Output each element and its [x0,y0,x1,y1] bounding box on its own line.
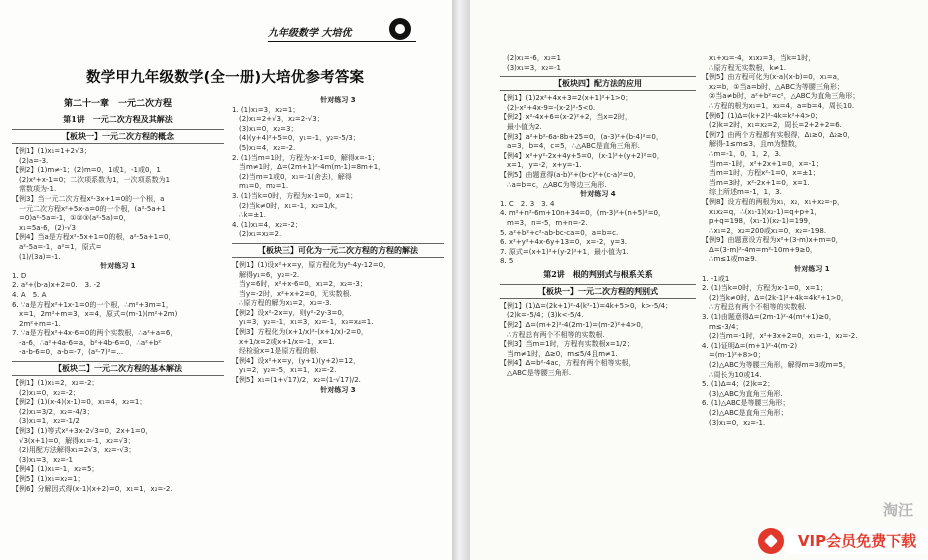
answer-lines [702,54,922,265]
answer-line: 【例7】由两个方程都有实根得，Δ₁≥0，Δ₂≥0， [702,130,855,139]
answer-lines [232,261,444,386]
left-column-1 [12,96,224,558]
answer-line: 6. ∵a是方程x²+1x-1=0的一个根，∴m²+3m=1， [12,300,173,309]
answer-line: 【例9】由题意设方程为x²+(3-m)x+m=0， [702,236,843,245]
answer-line: p+q=198，(x₁-1)(x₂-1)=199， [702,217,815,226]
answer-line: 最小值为2. [500,122,542,131]
practice-heading: 针对练习 4 [580,190,616,199]
answer-line: √3(x+1)=0，解得x₁=-1，x₂=√3； [12,436,135,445]
answer-line: 【例4】当a是方程x²-5x+1=0的根，a²-5a+1=0， [12,233,176,242]
answer-line: 【例3】a²+b²-6a-8b+25=0，(a-3)²+(b-4)²=0， [500,132,663,141]
answer-lines [12,379,224,494]
answer-line: 6. x²+y²+4x-6y+13=0，x=-2，y=3. [500,238,628,247]
answer-line: m₁=0，m₂=1. [232,182,289,191]
answer-line: 【例2】x²-4x+6=(x-2)²+2，当x=2时， [500,113,632,122]
answer-line: ∴原方程无实数根，k≠1. [702,63,787,72]
answer-line: 解得-1≤m≤3，且m为整数， [702,140,802,149]
answer-line: △ABC是等腰三角形. [500,369,571,378]
answer-line: 2m²+m=-1. [12,319,61,328]
answer-line: (2)当m=1或0，x₁=-1(舍去)，解得 [232,172,352,181]
answer-line: (2)当k≠0时，x₁=-1，x₂=1/k， [232,201,342,210]
answer-line: 【例6】分解因式得(x-1)(x+2)=0，x₁=1，x₂=-2. [12,484,173,493]
answer-lines [500,200,696,267]
answer-line: 【例1】(1)设x²+x=y，原方程化为y²-4y-12=0， [232,260,391,269]
answer-line: 7. 原式=(x+1)²+(y-2)²+1，最小值为1. [500,247,629,256]
answer-line: ∴a=b=c，△ABC为等边三角形. [500,180,607,189]
answer-line: 2. (1)当k=0时，方程为x-1=0，x=1； [702,284,828,293]
answer-line: 解得y₁=6，y₂=-2. [232,270,300,279]
answer-line: ∴周长为10或14. [702,370,762,379]
answer-line: 4. A 5. A [12,290,47,299]
answer-line: 1. (1)x₁=3，x₂=1； [232,105,300,114]
answer-line: 1. C 2. 3 3. 4 [500,199,555,208]
answer-line: (2)△ABC为等腰三角形，解得m=3或m=5， [702,361,850,369]
answer-line: x₂=b，①当a=b时，△ABC为等腰三角形； [702,82,844,91]
header-logo-icon [389,18,411,40]
left-column-2 [232,96,444,558]
answer-line: 【例2】(1)(x-4)(x-1)=0，x₁=4，x₂=1； [12,398,147,407]
answer-line: 6. (1)△ABC是等腰三角形； [702,399,790,408]
answer-line: 当m=3时，x²-2x+1=0，x=1. [702,178,810,187]
answer-line: 【例1】(1)x₁=1+2√3； [12,147,91,155]
answer-line: 【例1】(1)x₁=2，x₂=-2； [12,379,99,388]
practice-heading: 针对练习 3 [320,96,356,104]
answer-line: (2)x₁=2+√3，x₂=2-√3； [232,115,324,124]
answer-line: (2)x₁=x₂=2. [232,230,282,239]
answer-line: 当m≠1时，Δ≥0，m≤5/4且m≠1. [500,349,618,358]
answer-line: ∴原方程的解为x₁=2，x₂=-3. [232,299,332,308]
answer-line: 【例2】设x²-2x=y，则y²-2y-3=0， [232,308,349,317]
answer-line: 3. (1)由题意得Δ=(2m-1)²-4(m²+1)≥0， [702,313,836,322]
answer-line: 【例2】(1)m≠-1；(2)m=0，1或1，-1或0，1 [12,166,161,175]
answer-line: a²-5a=-1，a²=1，原式= [12,242,102,251]
answer-line: 【例5】x₁=(1+√17)/2，x₂=(1-√17)/2. [232,376,361,385]
answer-line: ∴m=-1，0，1，2，3. [702,149,782,158]
answer-line: x₁=5a-6，(2)-√3 [12,223,76,232]
answer-line: (1)/(3a)=-1. [12,252,61,261]
answer-line: (3)x₁=3，x₂=-1 [500,63,561,72]
answer-line: ∴方程的根为x₁=1，x₂=4，a=b=4，周长10. [702,101,855,110]
answer-line: 4. m²+n²-6m+10n+34=0，(m-3)²+(n+5)²=0， [500,209,666,218]
book-gutter [452,0,470,560]
practice-heading: 针对练习 1 [100,262,136,271]
answer-line: 【例2】Δ=(m+2)²-4(2m-1)=(m-2)²+4>0， [500,321,648,330]
answer-line: 综上所述m=-1，1，3. [702,188,782,197]
block-heading: 【板块一】一元二次方程的判别式 [500,284,696,299]
lecture-heading: 第1讲 一元二次方程及其解法 [63,114,173,124]
answer-line: 当m≠1时，Δ=(2m+1)²-4m(m-1)=8m+1， [232,163,386,172]
lecture-heading: 第2讲 根的判别式与根系关系 [543,268,653,279]
answer-line: (4)(y+4)²+5=0，y₁=-1，y₂=-5/3； [232,134,360,143]
answer-line: 3. (1)当k=0时，方程为x-1=0，x=1； [232,191,358,200]
answer-line: 【例5】由方程可化为(x-a)(x-b)=0，x₁=a， [702,73,844,82]
answer-line: 4. (1)x₁=4，x₂=-2； [232,220,302,229]
block-heading: 【板块四】配方法的应用 [500,76,696,91]
answer-line: -a-b-6=0，a-b=-7，(a²-7)²=... [12,348,124,357]
answer-line: Δ=(3-m)²-4m=m²-10m+9≥0， [702,245,817,254]
answer-line: 当y=-2时，x²+x+2=0，无实数根. [232,289,352,298]
answer-line: 【例3】当一元二次方程x²-3x+1=0的一个根，a [12,194,165,203]
answer-line: (2)k=-5/4；(3)k<-5/4. [500,311,584,320]
answer-line: (3)x₁=3，x₂=-1 [12,455,73,464]
answer-line: 1. -1或1 [702,274,730,283]
practice-heading: 针对练习 1 [794,265,830,274]
vip-download-badge[interactable]: VIP会员免费下载 [786,528,928,554]
answer-line: x₁+x₂=-4，x₁x₂=3，当k=1时， [702,54,816,62]
answer-line: (2)x²+x-1=0；二次项系数为1，一次项系数为1 [12,175,171,184]
answer-line: (3)x₁=0，x₂=-1. [702,418,766,427]
answer-line: x+1/x=2或x+1/x=-1，x=1. [232,337,335,346]
answer-line: 当y=6时，x²+x-6=0，x₁=2，x₂=-3； [232,280,367,289]
answer-line: ∴k=±1. [232,211,266,220]
chapter-heading: 第二十一章 一元二次方程 [63,99,172,109]
block-heading: 【板块二】一元二次方程的基本解法 [12,361,224,376]
answer-line: (2)-x²+4x-9=-(x-2)²-5<0. [500,103,596,112]
answer-lines [500,302,696,379]
answer-line: ∴方程总有两个不相等的实数根. [500,330,605,339]
answer-line: x₁x₂=q，∴(x₁-1)(x₂-1)=q+p+1， [702,207,822,216]
answer-line: (2)k=2时，x₁=x₂=2，周长=2+2+2=6. [702,121,842,130]
answer-line: x=1，y=-2，x+y=-1. [500,161,582,170]
answer-line: 4. (1)证明Δ=(m+1)²-4(m-2) [702,341,798,350]
answer-line: (3)x₁=1，x₂=-1/2 [12,417,80,426]
right-column-1 [500,54,696,558]
answer-line: 5. (1)Δ=4；(2)k=2； [702,380,775,389]
right-column-2 [702,54,922,522]
answer-line: 5. a²+b²+c²-ab-bc-ca=0，a=b=c. [500,228,619,237]
answer-line: (2)x₁=-6，x₂=1 [500,54,561,62]
answer-line: 经检验x=1是原方程的根. [232,347,319,356]
answer-line: 【例4】Δ=b²-4ac，方程有两个相等实根， [500,359,636,368]
answer-line: 【例8】设方程的两根为x₁，x₂，x₁+x₂=-p， [702,197,844,206]
answer-line: 【例3】当m=1时，方程有实数根x=1/2； [500,340,634,349]
answer-line: m=3，n=-5，m+n=-2. [500,218,588,227]
answer-line: (2)用配方法解得x₁=2√3，x₂=-√3； [12,446,136,455]
watermark-text: 淘汪 [883,501,914,519]
answer-line: 2. a²+(b-a)x+2=0. 3. -2 [12,281,101,290]
answer-line: y₁=2，y₂=-5，x₁=1，x₂=-2. [232,366,337,375]
answer-line: ∴x₁=2，x₂=200或x₁=0，x₂=-198. [702,226,827,235]
answer-line: 【例3】(1)等式x²+3x-2√3=0，2x+1=0， [12,427,153,436]
answer-lines [232,106,444,240]
answer-line: 8. 5 [500,257,514,266]
answer-line: 【例3】方程化为(x+1/x)²-(x+1/x)-2=0， [232,328,368,337]
answer-line: 一元二次方程x²+5x-a=0的一个根，(a²-5a+1 [12,204,166,213]
page-header: 九年级数学 大培优 [268,28,352,39]
answer-line: 当m=1时，方程x²-1=0，x=±1； [702,169,820,178]
answer-line: 【例5】(1)x₁=x₂=1； [12,475,85,483]
answer-line: 【例6】(1)Δ=(k+2)²-4k=k²+4>0； [702,111,823,120]
answer-line: (3)△ABC为直角三角形. [702,389,783,398]
vip-logo-icon[interactable] [758,528,784,554]
answer-line: 1. D [12,271,27,280]
answer-line: (5)x₁=4，x₂=-2. [232,143,296,152]
answer-line: (2)△ABC是直角三角形； [702,408,788,417]
block-heading: 【板块一】一元二次方程的概念 [12,129,224,144]
answer-line: x=1，2m²+m=3，x=4，原式=(m-1)(m²+2m) [12,310,178,319]
answer-line: 【例4】x²+y²-2x+4y+5=0，(x-1)²+(y+2)²=0， [500,151,664,160]
answer-line: ∴方程总有两个不相等的实数根. [702,303,807,312]
answer-line: 【例4】(1)x₁=-1，x₂=5； [12,465,99,474]
answer-line: 当m=-1时，x²+2x+1=0，x=-1； [702,159,823,168]
block-heading: 【板块三】可化为一元二次方程的方程的解法 [232,243,444,258]
answer-line: (2)x₁=0，x₂=-2； [12,388,80,397]
answer-line: m≤-3/4； [702,322,743,331]
answer-line: 【例1】(1)Δ=(2k+1)²-4(k²-1)=4k+5>0，k>-5/4； [500,301,673,310]
answer-line: =0)a²-5a=-1，①②③(a²-5a)=0， [12,214,131,223]
answer-line: 【例5】由题意得(a-b)²+(b-c)²+(c-a)²=0， [500,170,641,179]
practice-heading: 针对练习 3 [320,385,356,394]
answer-lines [12,147,224,262]
answer-lines [500,54,696,73]
answer-line: a=3，b=4，c=5，∴△ABC是直角三角形. [500,142,640,151]
answer-line: 常数项为-1. [12,185,57,194]
answer-line: (2)x₁=3/2，x₂=-4/3； [12,407,94,416]
answer-line: (2)当k≠0时，Δ=(2k-1)²+4k=4k²+1>0， [702,293,848,302]
header-rule [268,41,416,42]
document-title: 数学甲九年级数学(全一册)大培优参考答案 [86,70,365,86]
answer-lines [500,94,696,190]
answer-lines [702,275,922,429]
answer-line: 7. ∵a是方程x²+4x-6=0的两个实数根，∴a²+a=6， [12,329,178,338]
answer-line: (3)x₁=0，x₂=3； [232,124,298,133]
answer-line: y₁=3，y₂=-1，x₁=3，x₂=-1，x₃=x₄=1. [232,318,374,327]
answer-line: ∴m≤1或m≥9. [702,255,757,264]
answer-line: 【例1】(1)2x²+4x+3=2(x+1)²+1>0； [500,94,633,103]
answer-lines [12,272,224,358]
answer-line: (2)当m=-1时，x²+3x+2=0，x₁=-1，x₂=-2. [702,332,858,341]
answer-line: 【例4】设x²+x=y，(y+1)(y+2)=12， [232,356,361,365]
answer-line: ②当a≠b时，a²+b²=c²，△ABC为直角三角形； [702,92,860,101]
answer-line: -a-6，∴a²+4a-6=a，b²+4b-6=0，∴a²+b² [12,338,162,347]
answer-line: 2. (1)当m=1时，方程为-x-1=0，解得x=-1； [232,153,379,162]
answer-line: (2)a=-3. [12,156,49,165]
answer-line: =(m-1)²+8>0； [702,351,765,360]
